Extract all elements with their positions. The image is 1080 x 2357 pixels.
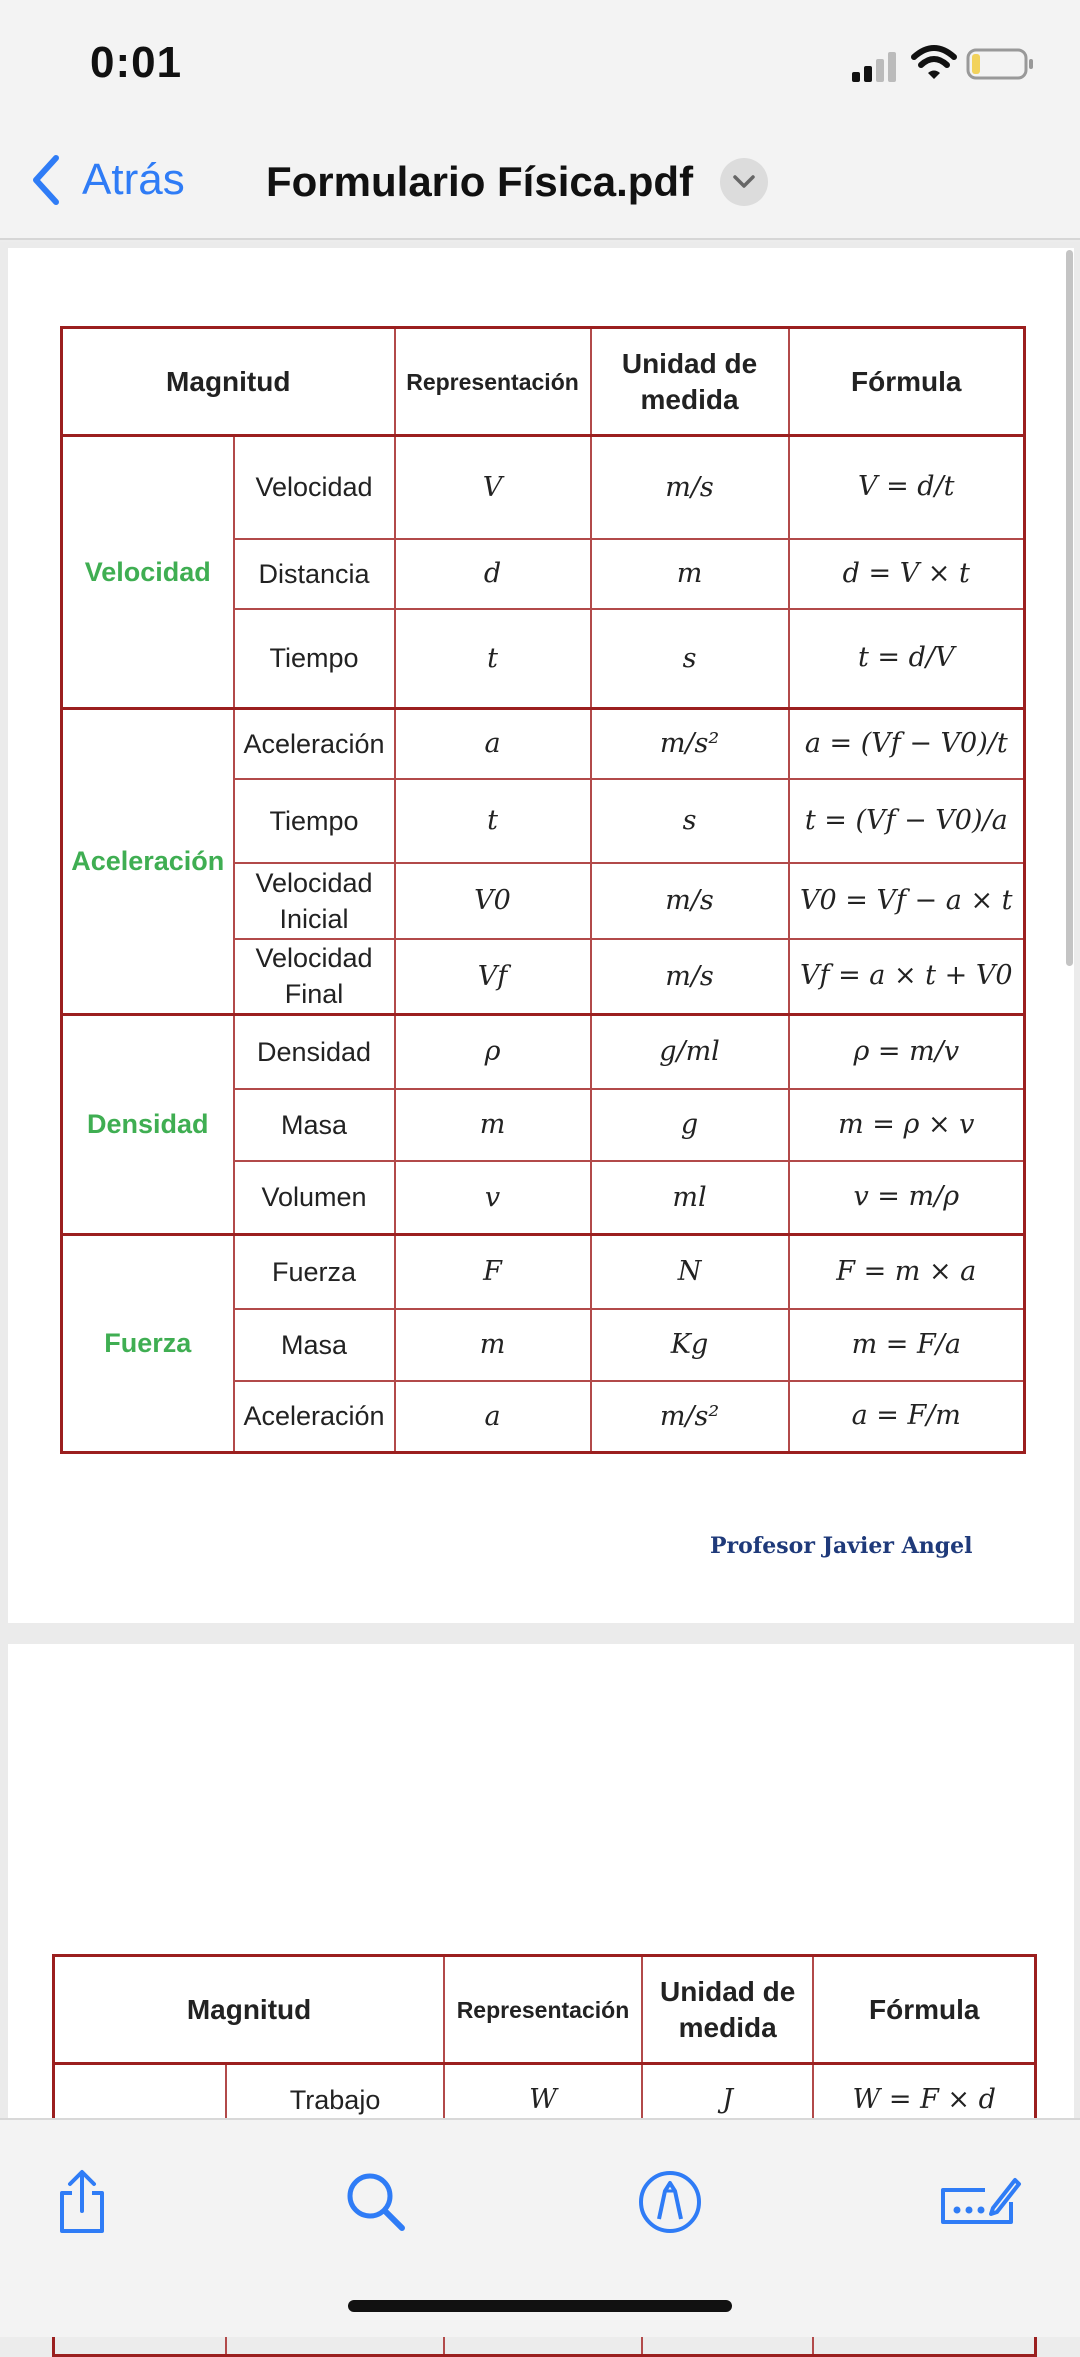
group-label: Fuerza [62,1235,234,1453]
row-name: Tiempo [234,779,395,863]
header-representacion: Representación [395,328,591,436]
search-icon [344,2170,408,2234]
header-formula: Fórmula [813,1956,1035,2064]
row-name: Tiempo [234,609,395,709]
row-symbol: m [395,1309,591,1381]
status-time: 0:01 [90,38,183,87]
back-button[interactable] [30,150,185,210]
group-label: Densidad [62,1015,234,1235]
row-symbol: V [395,436,591,539]
row-formula: V = d/t [789,436,1025,539]
row-unit: J [642,2064,814,2136]
title-menu-button[interactable] [720,158,768,206]
row-formula: ρ = m/v [789,1015,1025,1089]
header-magnitud: Magnitud [62,328,395,436]
header-representacion: Representación [444,1956,642,2064]
chevron-left-icon [30,154,60,206]
row-symbol: V0 [395,863,591,939]
row-symbol: d [395,539,591,609]
row-unit: ml [591,1161,789,1235]
search-button[interactable] [336,2162,416,2242]
row-name: Fuerza [234,1235,395,1309]
group-label: Velocidad [62,436,234,709]
row-symbol: m [395,1089,591,1161]
markup-button[interactable] [630,2162,710,2242]
wifi-icon [912,44,956,82]
row-symbol: F [395,1235,591,1309]
row-unit: m/s² [591,709,789,779]
pdf-page-1 [8,248,1074,1623]
pdf-viewer[interactable] [0,242,1080,2118]
row-unit: m/s [591,436,789,539]
row-formula: a = F/m [789,1381,1025,1453]
header-formula: Fórmula [789,328,1025,436]
row-unit: g/ml [591,1015,789,1089]
status-bar [0,0,1080,130]
row-unit: g [591,1089,789,1161]
chevron-down-icon [733,175,755,189]
row-formula: Vf = a × t + V0 [789,939,1025,1015]
row-formula: a = (Vf − V0)/t [789,709,1025,779]
row-formula: d = V × t [789,539,1025,609]
row-unit: s [591,779,789,863]
header-magnitud: Magnitud [54,1956,445,2064]
row-name: Masa [234,1089,395,1161]
row-symbol: Vf [395,939,591,1015]
row-symbol: v [395,1161,591,1235]
row-unit: m/s [591,863,789,939]
row-symbol: t [395,779,591,863]
group-label: Aceleración [62,709,234,1015]
row-name: Distancia [234,539,395,609]
row-unit: N [591,1235,789,1309]
row-symbol: t [395,609,591,709]
formula-table-1 [60,326,1026,1454]
row-symbol: a [395,709,591,779]
row-name: Velocidad Final [234,939,395,1015]
row-formula: v = m/ρ [789,1161,1025,1235]
share-icon [52,2169,112,2235]
signal-icon [852,52,898,82]
row-name: Velocidad [234,436,395,539]
back-label: Atrás [82,155,185,204]
row-symbol: W [444,2064,642,2136]
row-formula: t = d/V [789,609,1025,709]
header-unidad: Unidad de medida [642,1956,814,2064]
row-formula: V0 = Vf − a × t [789,863,1025,939]
row-symbol: a [395,1381,591,1453]
row-unit: m/s [591,939,789,1015]
markup-icon [637,2169,703,2235]
row-unit: m [591,539,789,609]
row-unit: m/s² [591,1381,789,1453]
document-title[interactable]: Formulario Física.pdf [266,158,694,205]
form-fill-button[interactable] [934,2162,1024,2242]
row-name: Densidad [234,1015,395,1089]
row-symbol: ρ [395,1015,591,1089]
row-name: Aceleración [234,709,395,779]
row-formula: m = ρ × v [789,1089,1025,1161]
home-indicator[interactable] [348,2300,732,2312]
form-fill-icon [937,2172,1021,2232]
battery-icon [966,48,1036,80]
row-formula: W = F × d [813,2064,1035,2136]
row-formula: m = F/a [789,1309,1025,1381]
row-formula: F = m × a [789,1235,1025,1309]
row-unit: Kg [591,1309,789,1381]
row-name: Volumen [234,1161,395,1235]
row-name: Velocidad Inicial [234,863,395,939]
row-name: Trabajo [226,2064,444,2136]
scrollbar[interactable] [1066,250,1073,966]
row-unit: s [591,609,789,709]
row-name: Aceleración [234,1381,395,1453]
row-formula: t = (Vf − V0)/a [789,779,1025,863]
author-signature: Profesor Javier Angel [710,1533,973,1559]
header-unidad: Unidad de medida [591,328,789,436]
row-name: Masa [234,1309,395,1381]
share-button[interactable] [42,2162,122,2242]
